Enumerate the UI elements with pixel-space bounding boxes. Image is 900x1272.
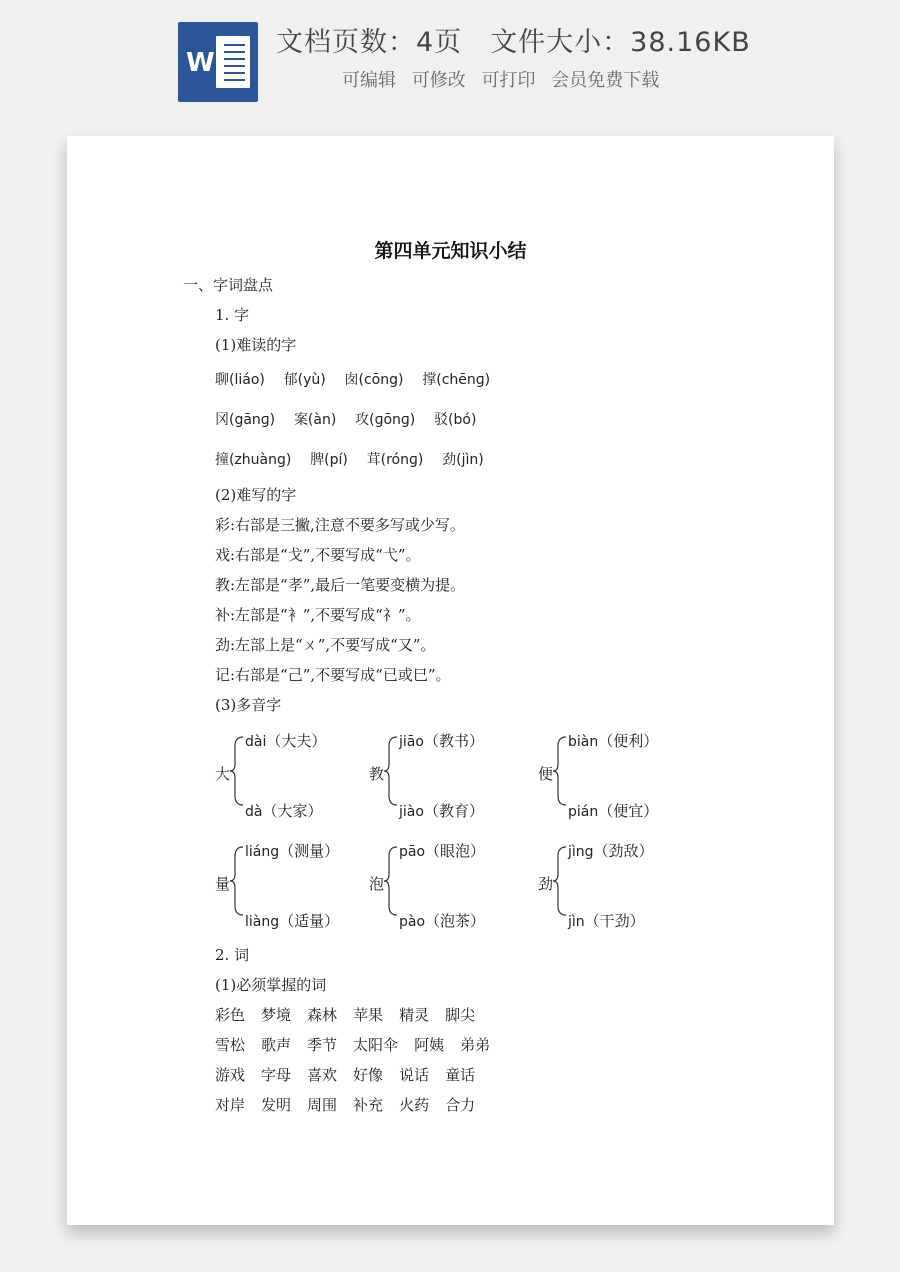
subsection-heading: 1. 字 — [215, 306, 250, 324]
polyphone-char: 教 — [369, 765, 385, 783]
vocab-word: 季节 — [307, 1036, 338, 1054]
word-document-icon — [178, 22, 258, 102]
brace-icon — [229, 846, 245, 916]
vocab-word: 梦境 — [261, 1006, 292, 1024]
pinyin-item: 脾(pí) — [310, 452, 348, 468]
reading-2: dà（大家） — [245, 802, 323, 820]
section-heading: 一、字词盘点 — [183, 276, 274, 294]
polyphone-group — [538, 730, 708, 825]
hard-write-item: 补:左部是“衤”,不要写成“礻”。 — [215, 606, 421, 624]
hard-read-row — [215, 409, 476, 429]
vocab-word: 说话 — [399, 1066, 430, 1084]
pinyin-item: 案(àn) — [293, 412, 337, 428]
feature-printable: 可打印 — [481, 70, 536, 91]
vocab-word: 童话 — [445, 1066, 476, 1084]
brace-icon — [383, 736, 399, 806]
subsection-heading: (1)必须掌握的词 — [215, 976, 327, 994]
download-banner — [0, 0, 900, 120]
pinyin-item: 驳(bó) — [434, 412, 477, 428]
hard-write-item: 戏:右部是“戈”,不要写成“弋”。 — [215, 546, 421, 564]
hard-write-item: 记:右部是“己”,不要写成“已或巳”。 — [215, 666, 451, 684]
hard-write-item: 彩:右部是三撇,注意不要多写或少写。 — [215, 516, 465, 534]
hard-write-item: 劲:左部上是“ㄨ”,不要写成“又”。 — [215, 636, 436, 654]
vocab-word: 弟弟 — [460, 1036, 491, 1054]
polyphone-group — [215, 730, 385, 825]
brace-icon — [383, 846, 399, 916]
pinyin-item: 聊(liáo) — [215, 372, 265, 388]
pinyin-item: 攻(ɡōnɡ) — [355, 412, 416, 428]
pinyin-item: 撞(zhuàng) — [215, 452, 292, 468]
hard-read-row — [215, 369, 490, 389]
document-page — [67, 136, 834, 1225]
word-row — [215, 1094, 491, 1115]
vocab-word: 太阳伞 — [353, 1036, 399, 1054]
word-logo-letter: W — [186, 48, 215, 78]
polyphone-group — [215, 840, 385, 935]
pinyin-item: 囱(cōng) — [344, 372, 404, 388]
feature-editable: 可编辑 — [342, 70, 396, 91]
reading-2: liàng（适量） — [245, 912, 340, 930]
reading-2: jiào（教育） — [399, 802, 484, 820]
word-row — [215, 1034, 506, 1055]
vocab-word: 阿姨 — [414, 1036, 445, 1054]
hard-read-row — [215, 449, 484, 469]
subsection-heading: (3)多音字 — [215, 696, 282, 714]
polyphone-char: 便 — [538, 765, 554, 783]
reading-1: jiāo（教书） — [399, 732, 484, 750]
feature-member-download: 会员免费下载 — [551, 70, 660, 91]
polyphone-char: 泡 — [369, 875, 385, 893]
file-info — [276, 20, 751, 59]
vocab-word: 补充 — [353, 1096, 384, 1114]
reading-1: dài（大夫） — [245, 732, 327, 750]
vocab-word: 森林 — [307, 1006, 338, 1024]
polyphone-group — [538, 840, 708, 935]
polyphone-char: 大 — [215, 765, 231, 783]
reading-2: pián（便宜） — [568, 802, 659, 820]
pinyin-item: 冈(gānɡ) — [215, 412, 276, 428]
vocab-word: 喜欢 — [307, 1066, 338, 1084]
page-title: 第四单元知识小结 — [374, 240, 527, 262]
brace-icon — [552, 736, 568, 806]
vocab-word: 字母 — [261, 1066, 292, 1084]
word-row — [215, 1064, 491, 1085]
vocab-word: 游戏 — [215, 1066, 246, 1084]
feature-modifiable: 可修改 — [411, 70, 466, 91]
reading-1: jìng（劲敌） — [568, 842, 654, 860]
hard-write-item: 教:左部是“孝”,最后一笔要变横为提。 — [215, 576, 466, 594]
subsection-heading: (2)难写的字 — [215, 486, 297, 504]
polyphone-char: 量 — [215, 875, 231, 893]
reading-2: jìn（干劲） — [568, 912, 645, 930]
vocab-word: 合力 — [445, 1096, 476, 1114]
vocab-word: 好像 — [353, 1066, 384, 1084]
vocab-word: 苹果 — [353, 1006, 384, 1024]
page-count: 文档页数：4页 — [276, 27, 463, 58]
reading-1: liáng（测量） — [245, 842, 340, 860]
brace-icon — [552, 846, 568, 916]
vocab-word: 歌声 — [261, 1036, 292, 1054]
subsection-heading: 2. 词 — [215, 946, 250, 964]
feature-list — [342, 66, 669, 92]
reading-1: biàn（便利） — [568, 732, 659, 750]
pinyin-item: 茸(rónɡ) — [366, 452, 424, 468]
polyphone-group — [369, 730, 539, 825]
brace-icon — [229, 736, 245, 806]
pinyin-item: 劲(jìn) — [442, 452, 484, 468]
pinyin-item: 郁(yù) — [283, 372, 326, 388]
vocab-word: 周围 — [307, 1096, 338, 1114]
vocab-word: 火药 — [399, 1096, 430, 1114]
word-row — [215, 1004, 491, 1025]
reading-1: pāo（眼泡） — [399, 842, 486, 860]
polyphone-char: 劲 — [538, 875, 554, 893]
polyphone-group — [369, 840, 539, 935]
pinyin-item: 撑(chēnɡ) — [422, 372, 491, 388]
vocab-word: 雪松 — [215, 1036, 246, 1054]
file-size: 文件大小：38.16KB — [490, 27, 751, 58]
reading-2: pào（泡茶） — [399, 912, 486, 930]
vocab-word: 精灵 — [399, 1006, 430, 1024]
vocab-word: 彩色 — [215, 1006, 246, 1024]
vocab-word: 发明 — [261, 1096, 292, 1114]
vocab-word: 脚尖 — [445, 1006, 476, 1024]
vocab-word: 对岸 — [215, 1096, 246, 1114]
subsection-heading: (1)难读的字 — [215, 336, 297, 354]
